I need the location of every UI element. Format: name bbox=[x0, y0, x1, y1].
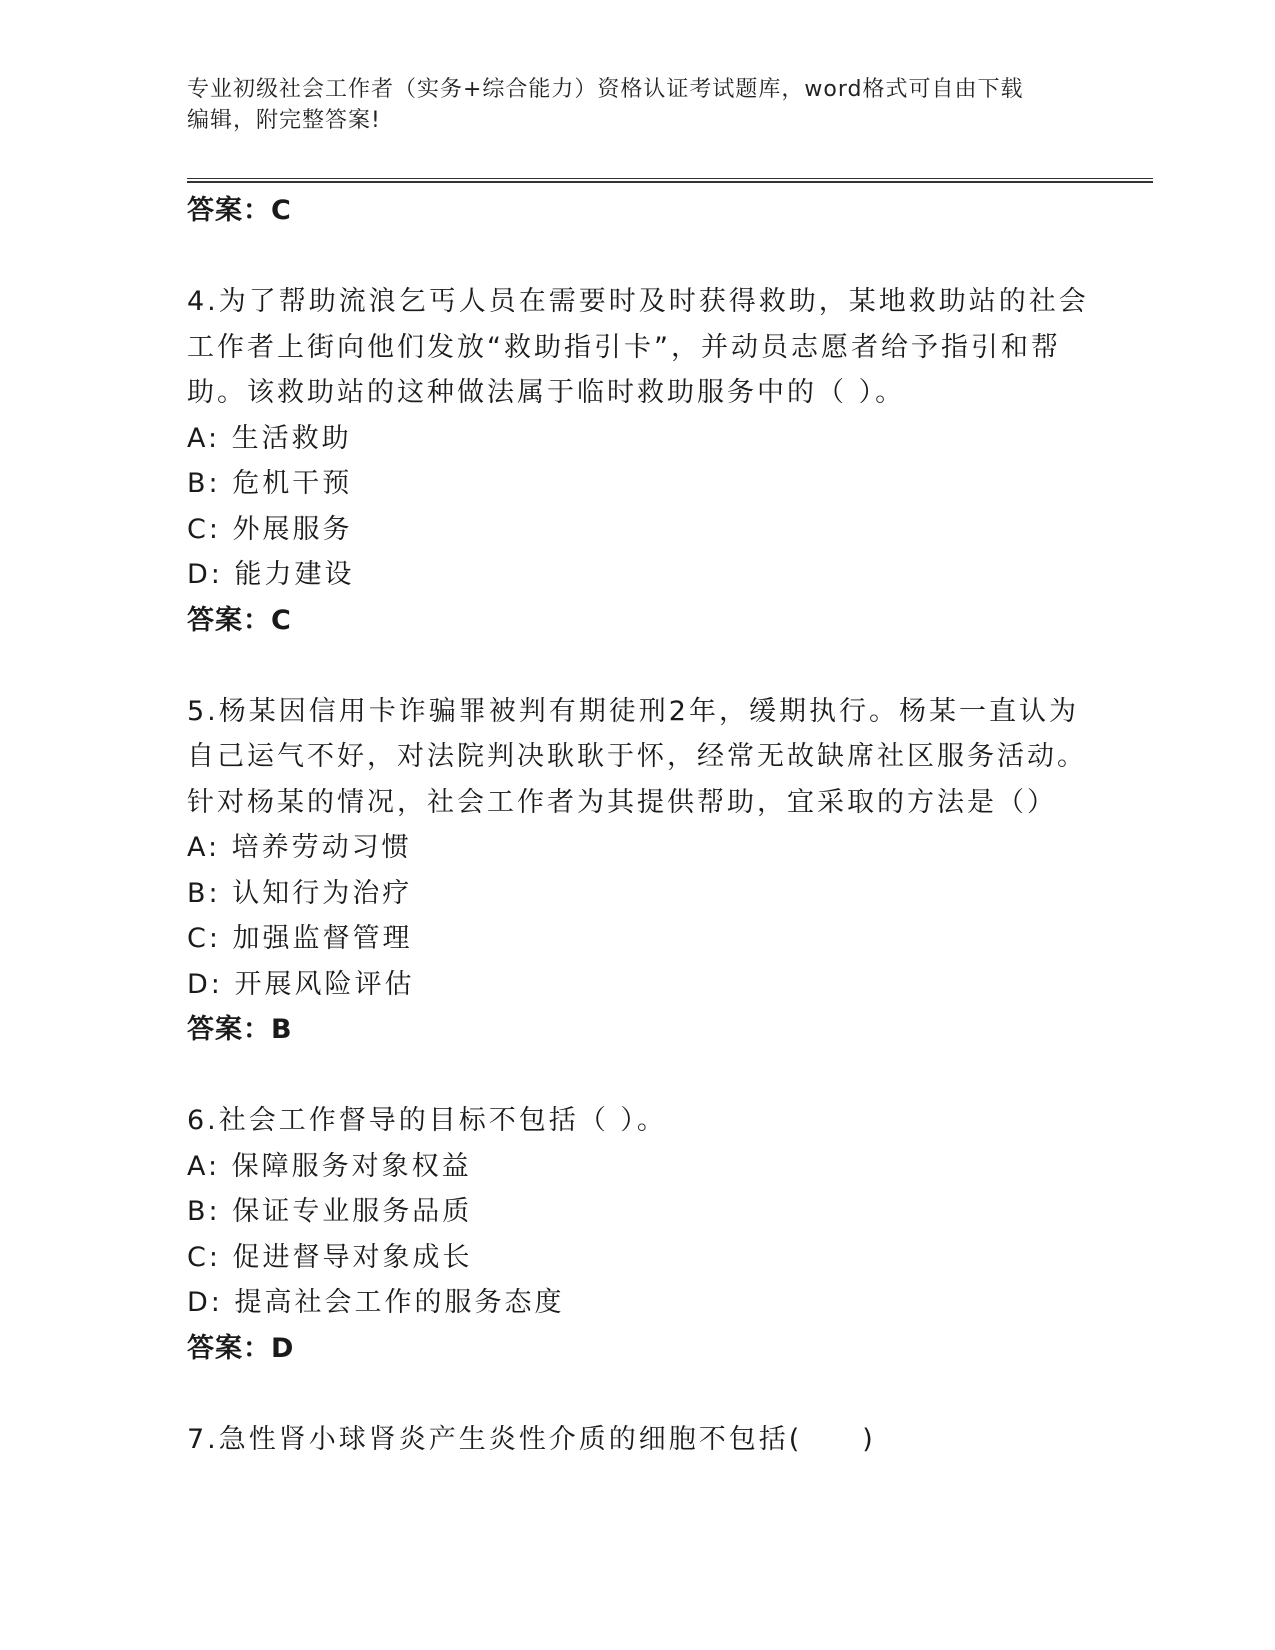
question-5-option-a: A: 培养劳动习惯 bbox=[187, 832, 412, 863]
question-7 bbox=[187, 1417, 1087, 1463]
question-4-option-b: B: 危机干预 bbox=[187, 468, 353, 499]
header-line-2: 编辑，附完整答案! bbox=[187, 108, 381, 133]
spacer bbox=[187, 234, 1087, 280]
question-4-line-3: 助。该救助站的这种做法属于临时救助服务中的（ ）。 bbox=[187, 377, 906, 408]
question-4-line-2: 工作者上街向他们发放“救助指引卡”，并动员志愿者给予指引和帮 bbox=[187, 331, 1061, 363]
question-6-line-1: 6.社会工作督导的目标不包括（ ）。 bbox=[187, 1105, 667, 1136]
answer-q3: 答案：C bbox=[187, 195, 292, 226]
question-4-line-1: 4.为了帮助流浪乞丐人员在需要时及时获得救助，某地救助站的社会 bbox=[187, 286, 1089, 317]
question-5 bbox=[187, 689, 1087, 1053]
question-6-option-c: C: 促进督导对象成长 bbox=[187, 1241, 473, 1273]
question-5-line-2: 自己运气不好，对法院判决耿耿于怀，经常无故缺席社区服务活动。 bbox=[187, 741, 1087, 772]
question-5-option-d: D: 开展风险评估 bbox=[187, 968, 415, 1000]
answer-q4: 答案：C bbox=[187, 604, 292, 636]
spacer bbox=[187, 1053, 1087, 1099]
question-5-line-3: 针对杨某的情况，社会工作者为其提供帮助，宜采取的方法是（） bbox=[187, 786, 1057, 818]
spacer bbox=[187, 1371, 1087, 1417]
question-6 bbox=[187, 1098, 1087, 1371]
question-4 bbox=[187, 279, 1087, 643]
page-header bbox=[187, 74, 1087, 136]
question-5-option-b: B: 认知行为治疗 bbox=[187, 877, 413, 909]
question-5-option-c: C: 加强监督管理 bbox=[187, 923, 413, 954]
spacer bbox=[187, 643, 1087, 689]
question-7-line-1: 7.急性肾小球肾炎产生炎性介质的细胞不包括( ) bbox=[187, 1423, 876, 1455]
question-4-option-c: C: 外展服务 bbox=[187, 513, 353, 545]
question-4-option-a: A: 生活救助 bbox=[187, 422, 352, 454]
question-4-option-d: D: 能力建设 bbox=[187, 559, 355, 590]
answer-q5: 答案：B bbox=[187, 1014, 293, 1045]
question-6-option-a: A: 保障服务对象权益 bbox=[187, 1150, 472, 1182]
header-line-1: 专业初级社会工作者（实务+综合能力）资格认证考试题库，word格式可自由下载 bbox=[187, 77, 1024, 102]
question-5-line-1: 5.杨某因信用卡诈骗罪被判有期徒刑2年，缓期执行。杨某一直认为 bbox=[187, 695, 1079, 727]
answer-q6: 答案：D bbox=[187, 1332, 295, 1364]
question-6-option-b: B: 保证专业服务品质 bbox=[187, 1196, 473, 1227]
question-list bbox=[187, 188, 1087, 1462]
question-6-option-d: D: 提高社会工作的服务态度 bbox=[187, 1287, 565, 1318]
header-divider bbox=[187, 178, 1153, 183]
